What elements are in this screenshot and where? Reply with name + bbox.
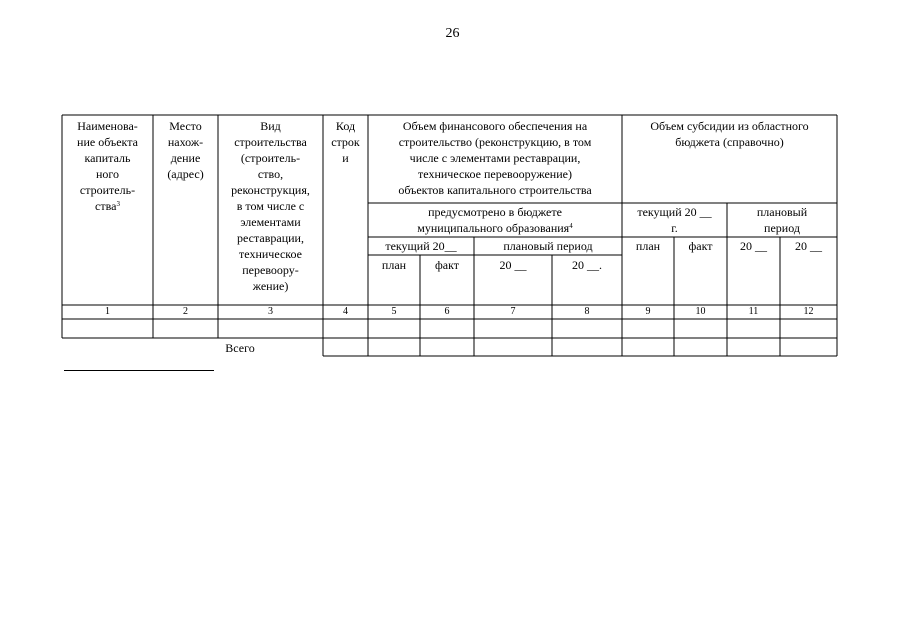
column-number-11: 11 [748, 306, 759, 317]
column-number-1: 1 [105, 306, 110, 317]
column-number-8: 8 [584, 306, 590, 317]
footnote-mark-4: 4 [569, 222, 573, 230]
header-planned-period-left: плановый период [503, 239, 593, 253]
column-number-7: 7 [510, 306, 516, 317]
header-year-12: 20 __ [795, 239, 822, 253]
header-construction-type: Вид строительства (строитель- ство, реконструкция, в том числе с элементами реставрации, техническое перевоору- жение) [231, 119, 310, 293]
column-number-12: 12 [803, 306, 814, 317]
column-number-4: 4 [343, 306, 348, 317]
footnote-mark-3: 3 [116, 200, 120, 208]
header-year-7: 20 __ [499, 258, 527, 272]
header-location: Место нахож- дение (адрес) [167, 119, 204, 181]
header-fact-right: факт [688, 239, 713, 253]
header-object-name-text: Наименова- ние объекта капиталь ного строитель- ства [77, 119, 138, 213]
header-line-code: Код строк и [331, 119, 360, 165]
header-municipal-budget [368, 204, 622, 236]
footnote-separator [64, 370, 214, 371]
header-object-name [62, 118, 153, 214]
column-number-3: 3 [268, 306, 273, 317]
header-planned-period-right: плановый период [756, 205, 808, 235]
column-number-10: 10 [695, 306, 706, 317]
header-plan-left: план [381, 258, 407, 272]
header-year-11: 20 __ [740, 239, 767, 253]
column-number-5: 5 [391, 306, 397, 317]
header-financing-volume: Объем финансового обеспечения на строительство (реконструкцию, в том числе с элементами реставрации, техническое перевооружение) объектов капитального строительства [398, 119, 592, 197]
header-current-year-left: текущий 20__ [385, 239, 457, 253]
header-plan-right: план [635, 239, 661, 253]
total-label: Всего [225, 341, 255, 355]
header-municipal-budget-text: предусмотрено в бюджете муниципального образования [417, 205, 570, 235]
column-number-2: 2 [183, 306, 188, 317]
column-number-9: 9 [645, 306, 651, 317]
header-year-8: 20 __. [572, 258, 602, 272]
column-number-6: 6 [444, 306, 450, 317]
header-fact-left: факт [434, 258, 460, 272]
header-current-year-right: текущий 20 __ г. [637, 205, 712, 235]
header-subsidy-volume: Объем субсидии из областного бюджета (справочно) [650, 119, 809, 149]
page-number: 26 [445, 26, 460, 41]
